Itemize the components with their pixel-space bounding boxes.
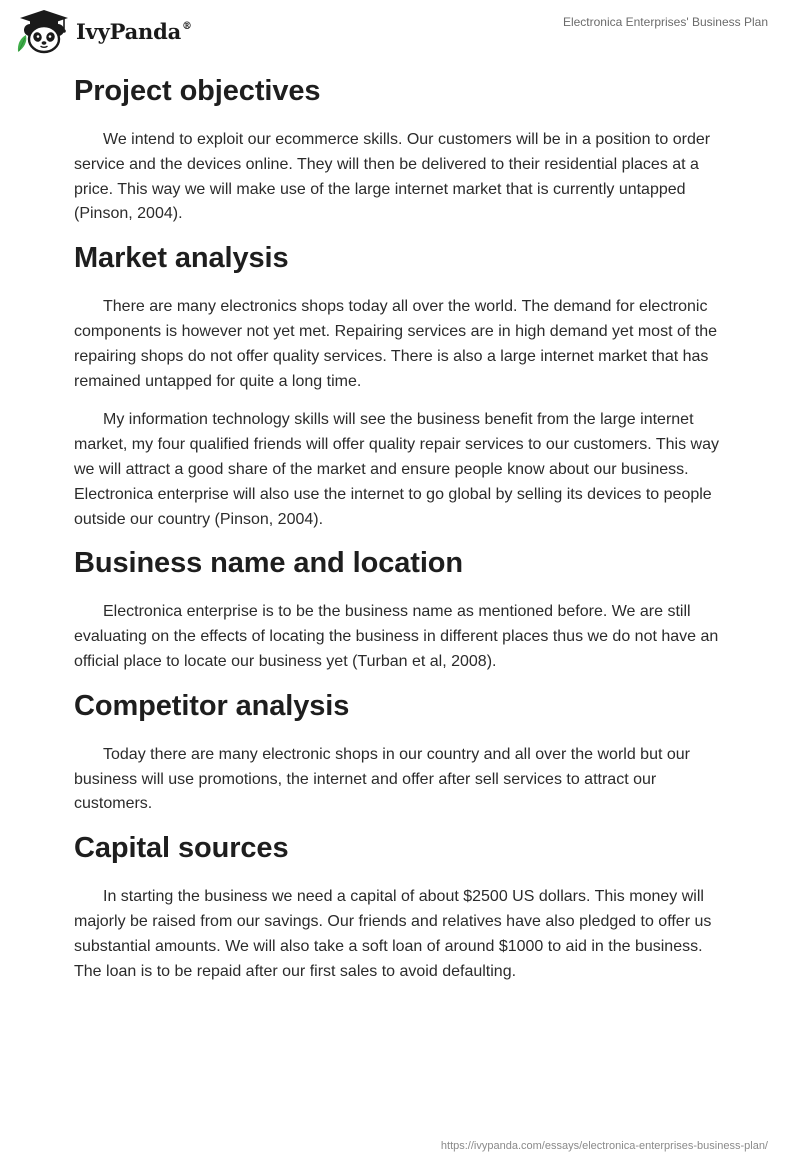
paragraph: In starting the business we need a capital of about $2500 US dollars. This money will majorly be raised from our savings. Our friends and relatives have also pledged to offer us substantial amounts. We will also take a soft loan of around $1000 to aid in the business. The loan is to be repaid after our first sales to avoid defaulting.: [74, 888, 712, 980]
source-url-link[interactable]: https://ivypanda.com/essays/electronica-enterprises-business-plan/: [440, 1140, 768, 1152]
brand-name: IvyPanda®: [76, 18, 192, 44]
section-heading: Business name and location: [74, 547, 463, 580]
panda-graduate-icon: [14, 8, 70, 54]
section-competitor-analysis: [74, 689, 734, 817]
page-header: [0, 0, 800, 60]
section-project-objectives: [74, 74, 734, 227]
paragraph: My information technology skills will see the business benefit from the large internet market, my four qualified friends will offer quality repair services to our customers. This way we will attract a good share of the market and ensure people know about our business. Electronica enterprise will also use the internet to go global by selling its devices to people outside our country (Pinson, 2004).: [74, 411, 719, 528]
section-heading: Market analysis: [74, 242, 289, 275]
section-heading: Capital sources: [74, 832, 289, 865]
essay-content: [74, 74, 734, 998]
paragraph: Electronica enterprise is to be the business name as mentioned before. We are still evaluating on the effects of locating the business in different places thus we do not have an official place to locate our business yet (Turban et al, 2008).: [74, 603, 719, 670]
section-heading: Competitor analysis: [74, 689, 350, 722]
document-title: Electronica Enterprises' Business Plan: [562, 15, 768, 29]
section-capital-sources: [74, 831, 734, 984]
ivypanda-logo[interactable]: [14, 8, 192, 54]
paragraph: Today there are many electronic shops in our country and all over the world but our business will use promotions, the internet and offer after sell services to attract our customers.: [74, 745, 690, 813]
section-business-name-location: [74, 546, 734, 674]
registered-mark: ®: [182, 20, 192, 32]
paragraph: We intend to exploit our ecommerce skills. Our customers will be in a position to order service and the devices online. They will then be delivered to their residential places at a price. This way we will make use of the large internet market that is currently untapped (Pinson, 2004).: [74, 131, 711, 223]
section-market-analysis: [74, 241, 734, 532]
paragraph: There are many electronics shops today all over the world. The demand for electronic components is however not yet met. Repairing services are in high demand yet most of the repairing shops do not offer quality services. There is also a large internet market that has remained untapped for quite a long time.: [74, 298, 717, 390]
section-heading: Project objectives: [74, 75, 321, 107]
